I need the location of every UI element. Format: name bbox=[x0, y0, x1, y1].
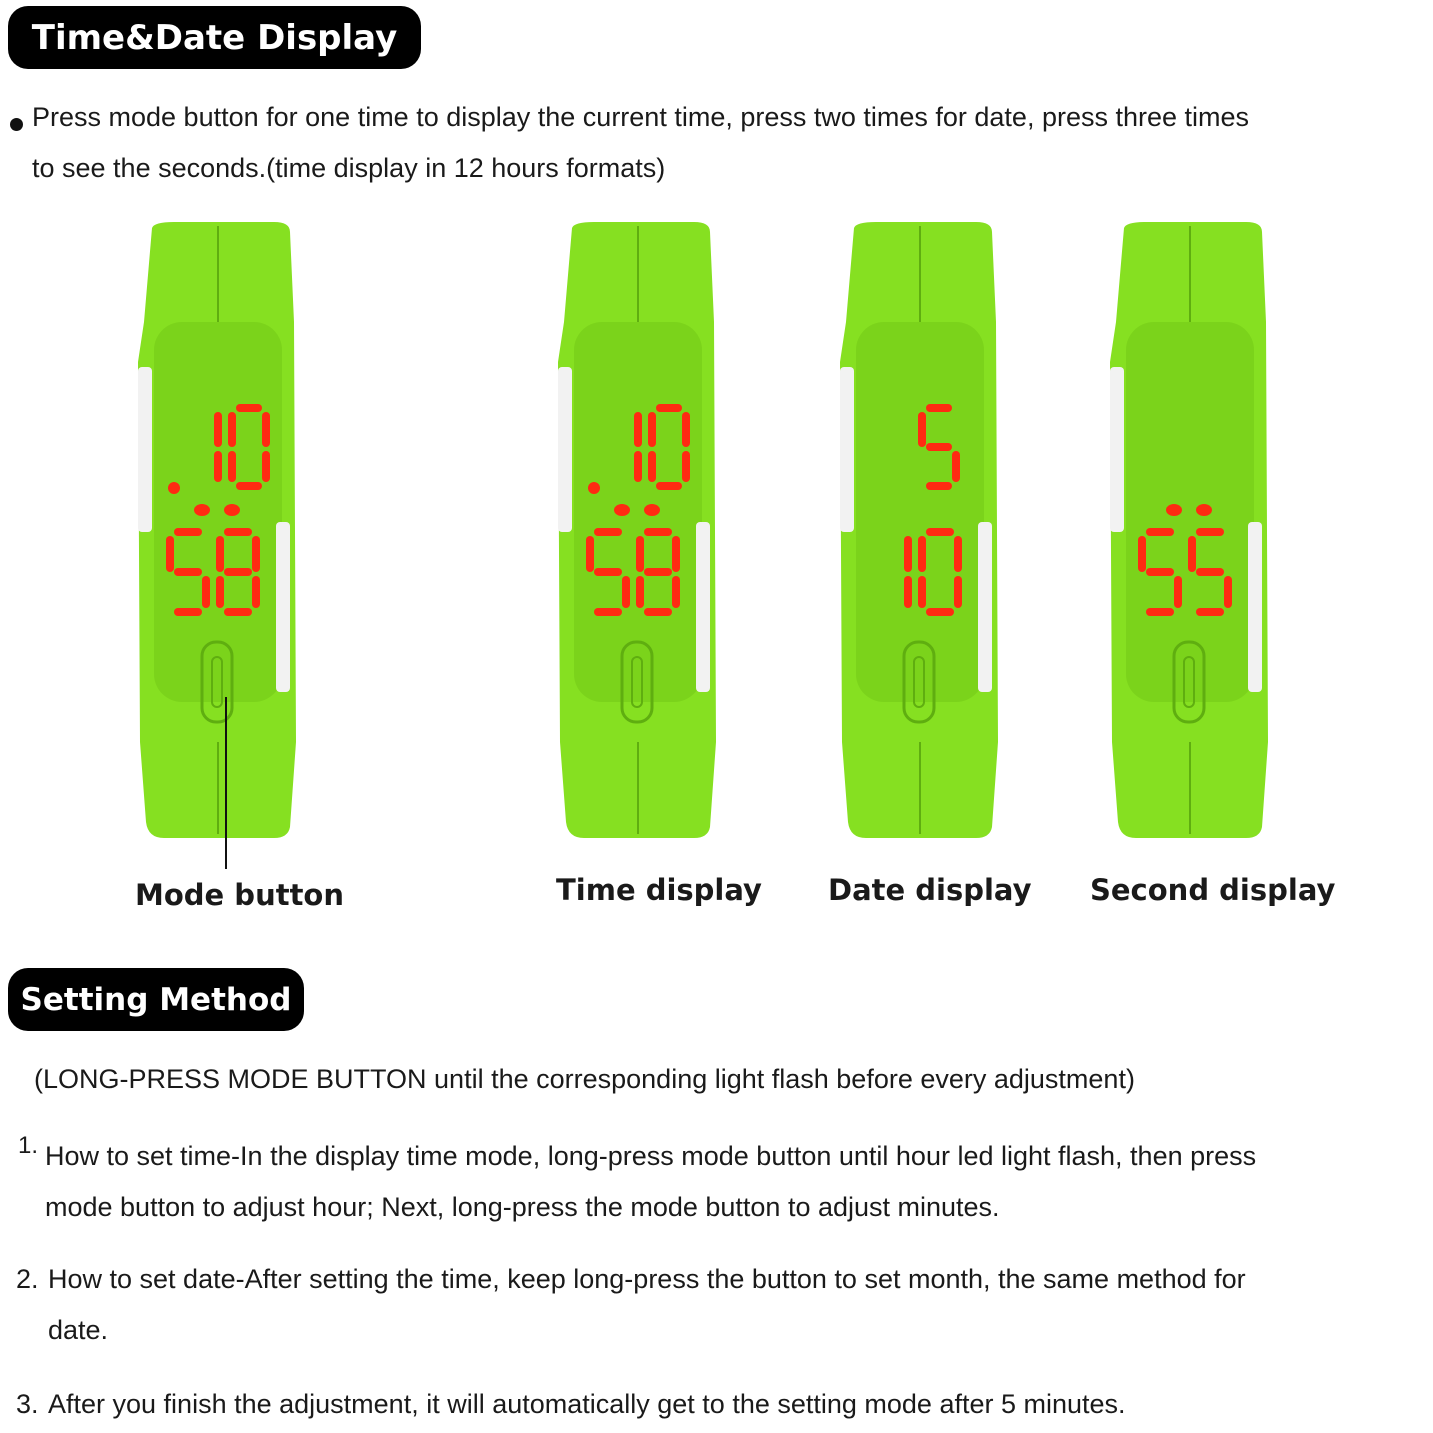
watch-image-mode bbox=[134, 222, 300, 842]
led-colon bbox=[1166, 504, 1182, 516]
bullet-dot bbox=[10, 118, 23, 131]
watch-image-second bbox=[1106, 222, 1272, 842]
side-highlight-right bbox=[978, 522, 992, 692]
watch-face bbox=[1126, 322, 1254, 702]
side-highlight-left bbox=[558, 367, 572, 532]
mode-button-pointer-line bbox=[225, 697, 227, 869]
step-1-line1: How to set time-In the display time mode, long-press mode button until hour led light flash, then press bbox=[45, 1141, 1257, 1171]
setting-note: (LONG-PRESS MODE BUTTON until the corresponding light flash before every adjustment) bbox=[34, 1064, 1135, 1094]
led-dot bbox=[168, 482, 180, 494]
step-2-line2: date. bbox=[48, 1315, 109, 1345]
watch-image-date bbox=[836, 222, 1002, 842]
side-highlight-left bbox=[138, 367, 152, 532]
led-colon bbox=[614, 504, 630, 516]
led-colon bbox=[224, 504, 240, 516]
side-highlight-left bbox=[1110, 367, 1124, 532]
step-2-line1: How to set date-After setting the time, keep long-press the button to set month, the same method for bbox=[48, 1264, 1246, 1294]
led-colon bbox=[1196, 504, 1212, 516]
side-highlight-right bbox=[1248, 522, 1262, 692]
side-highlight-right bbox=[276, 522, 290, 692]
step-3-line1: After you finish the adjustment, it will automatically get to the setting mode after 5 minutes. bbox=[48, 1389, 1126, 1419]
label-time-display: Time display bbox=[556, 873, 762, 907]
step-number-2: 2. bbox=[16, 1264, 39, 1294]
led-colon bbox=[194, 504, 210, 516]
side-highlight-right bbox=[696, 522, 710, 692]
side-highlight-left bbox=[840, 367, 854, 532]
watch-face bbox=[574, 322, 702, 702]
label-mode-button: Mode button bbox=[135, 878, 345, 912]
watch-face bbox=[154, 322, 282, 702]
bullet-text-line2: to see the seconds.(time display in 12 hours formats) bbox=[32, 153, 666, 183]
label-second-display: Second display bbox=[1090, 873, 1336, 907]
label-date-display: Date display bbox=[828, 873, 1032, 907]
bullet-text-line1: Press mode button for one time to display the current time, press two times for date, press three times bbox=[32, 102, 1250, 132]
step-1-line2: mode button to adjust hour; Next, long-press the mode button to adjust minutes. bbox=[45, 1192, 1000, 1222]
step-number-3: 3. bbox=[16, 1389, 39, 1419]
watch-image-time bbox=[554, 222, 720, 842]
section-title-setting-method: Setting Method bbox=[8, 968, 304, 1031]
watch-face bbox=[856, 322, 984, 702]
step-number-1: 1. bbox=[18, 1132, 39, 1159]
led-colon bbox=[644, 504, 660, 516]
section-title-time-date: Time&Date Display bbox=[8, 6, 421, 69]
led-dot bbox=[588, 482, 600, 494]
